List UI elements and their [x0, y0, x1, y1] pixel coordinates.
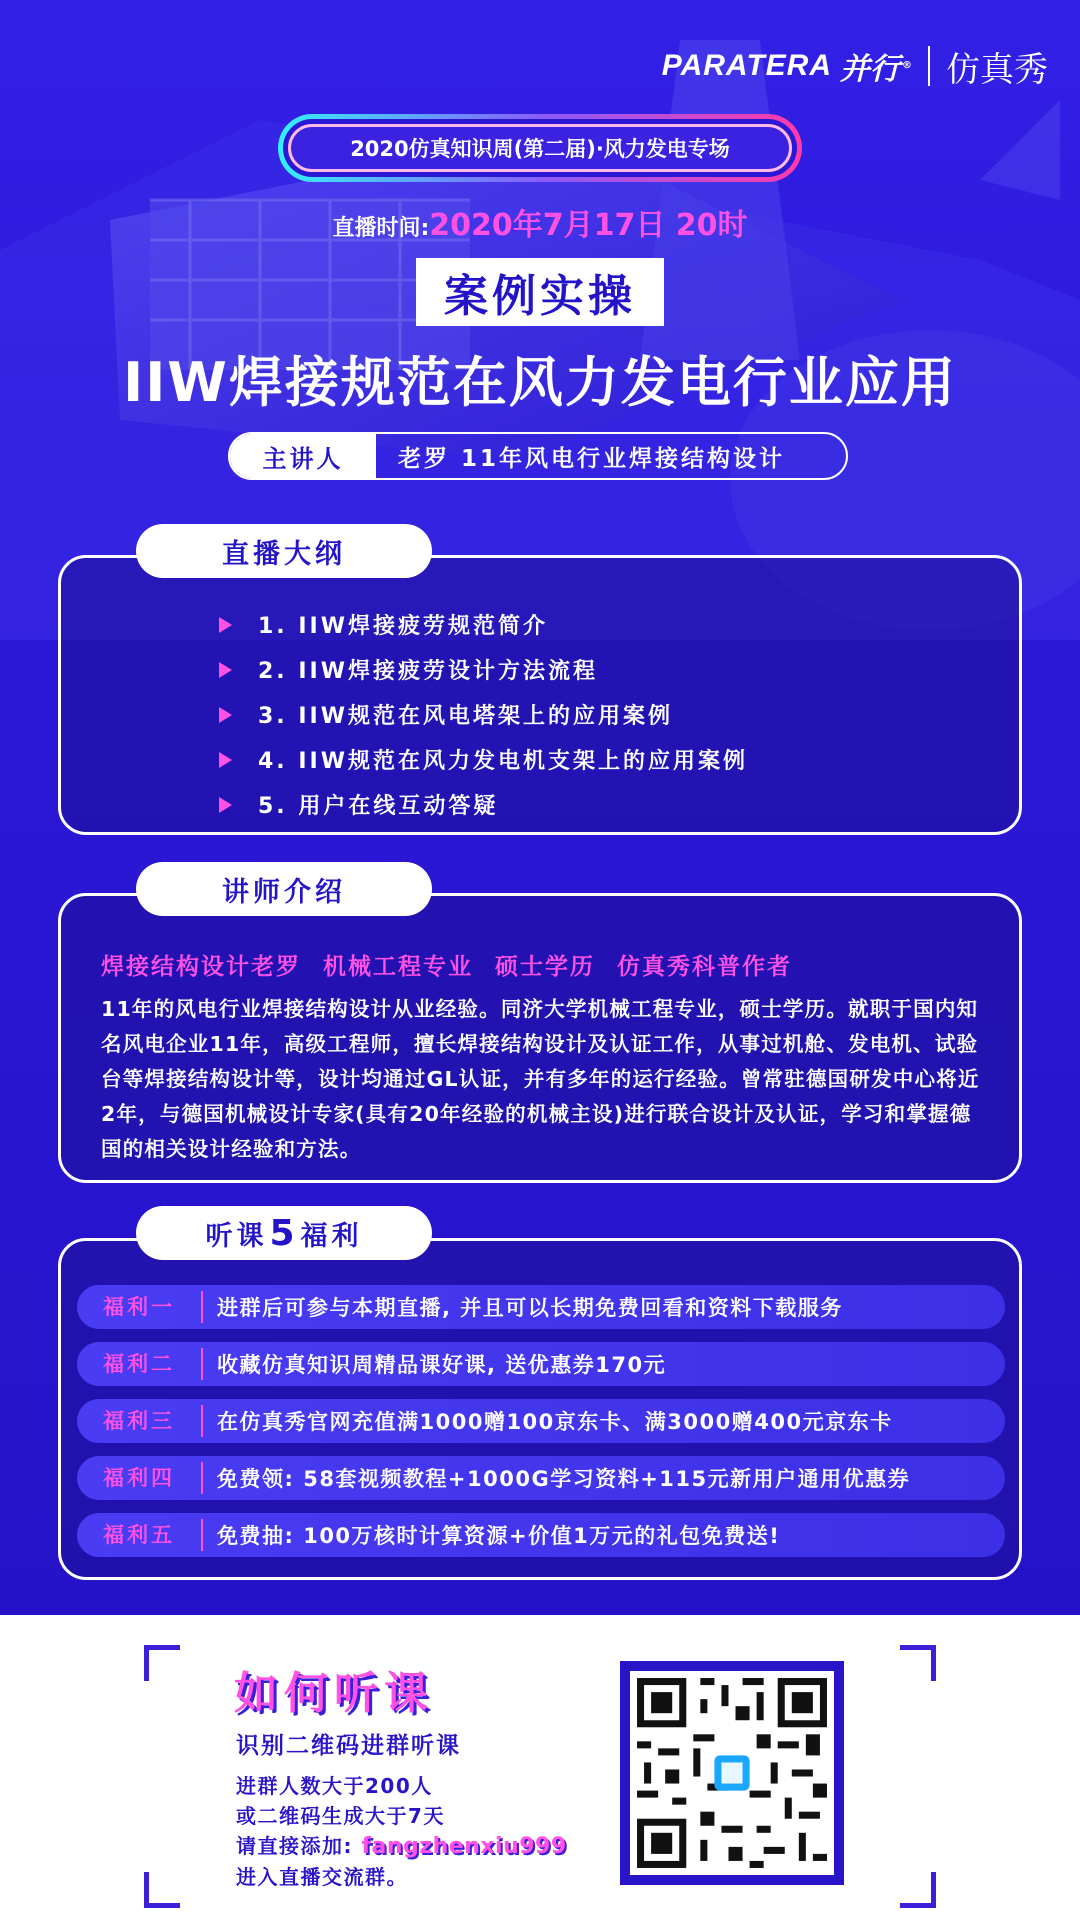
frame-corner — [144, 1872, 180, 1908]
event-series-badge: 2020仿真知识周(第二届)·风力发电专场 — [278, 114, 802, 182]
footer-how-to-join — [0, 1615, 1080, 1920]
list-item: 4. IIW规范在风力发电机支架上的应用案例 — [219, 737, 1019, 782]
frame-corner — [900, 1645, 936, 1681]
outline-list — [61, 558, 1019, 827]
page-title: IIW焊接规范在风力发电行业应用 — [123, 351, 957, 414]
paratera-cn-logo: 并行 ® — [840, 52, 912, 87]
brand-divider — [928, 46, 930, 86]
benefit-row: 福利四 免费领: 58套视频教程+1000G学习资料+115元新用户通用优惠券 — [77, 1456, 1005, 1500]
benefit-row: 福利五 免费抽: 100万核时计算资源+价值1万元的礼包免费送! — [77, 1513, 1005, 1557]
lecturer-bio: 11年的风电行业焊接结构设计从业经验。同济大学机械工程专业，硕士学历。就职于国内知名风电企业11年，高级工程师，擅长焊接结构设计及认证工作，从事过机舱、发电机、试验台等焊接结构设计等，设计均通过GL认证，并有多年的运行经验。曾常驻德国研发中心将近2年，与德国机械设计专家(具有20年经验的机械主设)进行联合设计及认证，学习和掌握德国的相关设计经验和方法。 — [101, 997, 980, 1161]
case-tag: 案例实操 — [416, 258, 664, 326]
qr-code-icon — [630, 1671, 834, 1875]
outline-section — [58, 555, 1022, 835]
speaker-label: 主讲人 — [230, 434, 376, 478]
benefits-section — [58, 1238, 1022, 1580]
brand-header — [662, 44, 1048, 88]
list-item: 3. IIW规范在风电塔架上的应用案例 — [219, 692, 1019, 737]
how-to-join-title: 如何听课 — [234, 1668, 434, 1719]
how-to-join-subtitle: 识别二维码进群听课 — [236, 1733, 461, 1759]
fangzhenxiu-logo: 仿真秀 — [946, 49, 1048, 90]
triangle-bullet-icon — [219, 707, 232, 723]
benefit-row: 福利二 收藏仿真知识周精品课好课, 送优惠券170元 — [77, 1342, 1005, 1386]
lecturer-tags: 焊接结构设计老罗 机械工程专业 硕士学历 仿真秀科普作者 — [101, 954, 792, 980]
benefit-row: 福利三 在仿真秀官网充值满1000赠100京东卡、满3000赠400元京东卡 — [77, 1399, 1005, 1443]
triangle-bullet-icon — [219, 617, 232, 633]
list-item: 5. 用户在线互动答疑 — [219, 782, 1019, 827]
frame-corner — [900, 1872, 936, 1908]
frame-corner — [144, 1645, 180, 1681]
lecturer-tab: 讲师介绍 — [136, 862, 432, 916]
triangle-bullet-icon — [219, 662, 232, 678]
benefit-row: 福利一 进群后可参与本期直播, 并且可以长期免费回看和资料下载服务 — [77, 1285, 1005, 1329]
benefits-tab: 听课 5 福利 — [136, 1206, 432, 1260]
paratera-logo: PARATERA — [661, 49, 832, 82]
triangle-bullet-icon — [219, 797, 232, 813]
outline-tab: 直播大纲 — [136, 524, 432, 578]
qr-code[interactable] — [620, 1661, 844, 1885]
how-to-join-instructions: 进群人数大于200人 或二维码生成大于7天 请直接添加: fangzhenxiu999 进入直播交流群。 — [236, 1774, 567, 1889]
speaker-info: 老罗 11年风电行业焊接结构设计 — [398, 445, 786, 472]
live-time: 直播时间:2020年7月17日 20时 — [332, 208, 748, 243]
list-item: 1. IIW焊接疲劳规范简介 — [219, 602, 1019, 647]
list-item: 2. IIW焊接疲劳设计方法流程 — [219, 647, 1019, 692]
speaker-bar — [228, 432, 848, 480]
triangle-bullet-icon — [219, 752, 232, 768]
lecturer-section — [58, 893, 1022, 1183]
wechat-id: fangzhenxiu999 — [361, 1834, 567, 1859]
